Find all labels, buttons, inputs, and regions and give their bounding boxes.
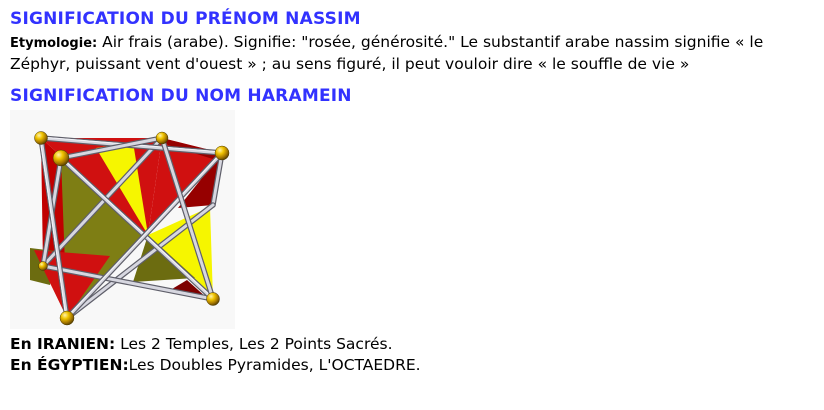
etymology-paragraph — [10, 32, 802, 75]
heading-prenom-nassim: SIGNIFICATION DU PRÉNOM NASSIM — [10, 9, 361, 29]
vertex-sphere — [35, 132, 48, 145]
meaning-iranien-label: En IRANIEN: — [10, 335, 116, 353]
meaning-egyptien-label: En ÉGYPTIEN: — [10, 356, 129, 374]
vertex-sphere — [156, 132, 168, 144]
stella-octangula-image — [10, 110, 235, 329]
heading-nom-haramein: SIGNIFICATION DU NOM HARAMEIN — [10, 86, 352, 106]
meaning-iranien-text: Les 2 Temples, Les 2 Points Sacrés. — [115, 335, 393, 353]
meaning-egyptien — [10, 355, 814, 376]
meaning-egyptien-text: Les Doubles Pyramides, L'OCTAEDRE. — [128, 356, 421, 374]
vertex-sphere — [215, 146, 229, 160]
meaning-iranien — [10, 334, 814, 355]
vertex-sphere — [53, 150, 69, 166]
etymology-label: Etymologie: — [10, 36, 98, 51]
vertex-sphere — [39, 262, 48, 271]
vertex-sphere — [60, 311, 74, 325]
etymology-text: Air frais (arabe). Signifie: "rosée, générosité." Le substantif arabe nassim signifie « le Zéphyr, puissant vent d'ouest » ; au sens figuré, il peut vouloir dire « le souffle de vie » — [10, 33, 764, 73]
vertex-sphere — [207, 293, 220, 306]
stella-octangula-graphic — [10, 110, 235, 329]
